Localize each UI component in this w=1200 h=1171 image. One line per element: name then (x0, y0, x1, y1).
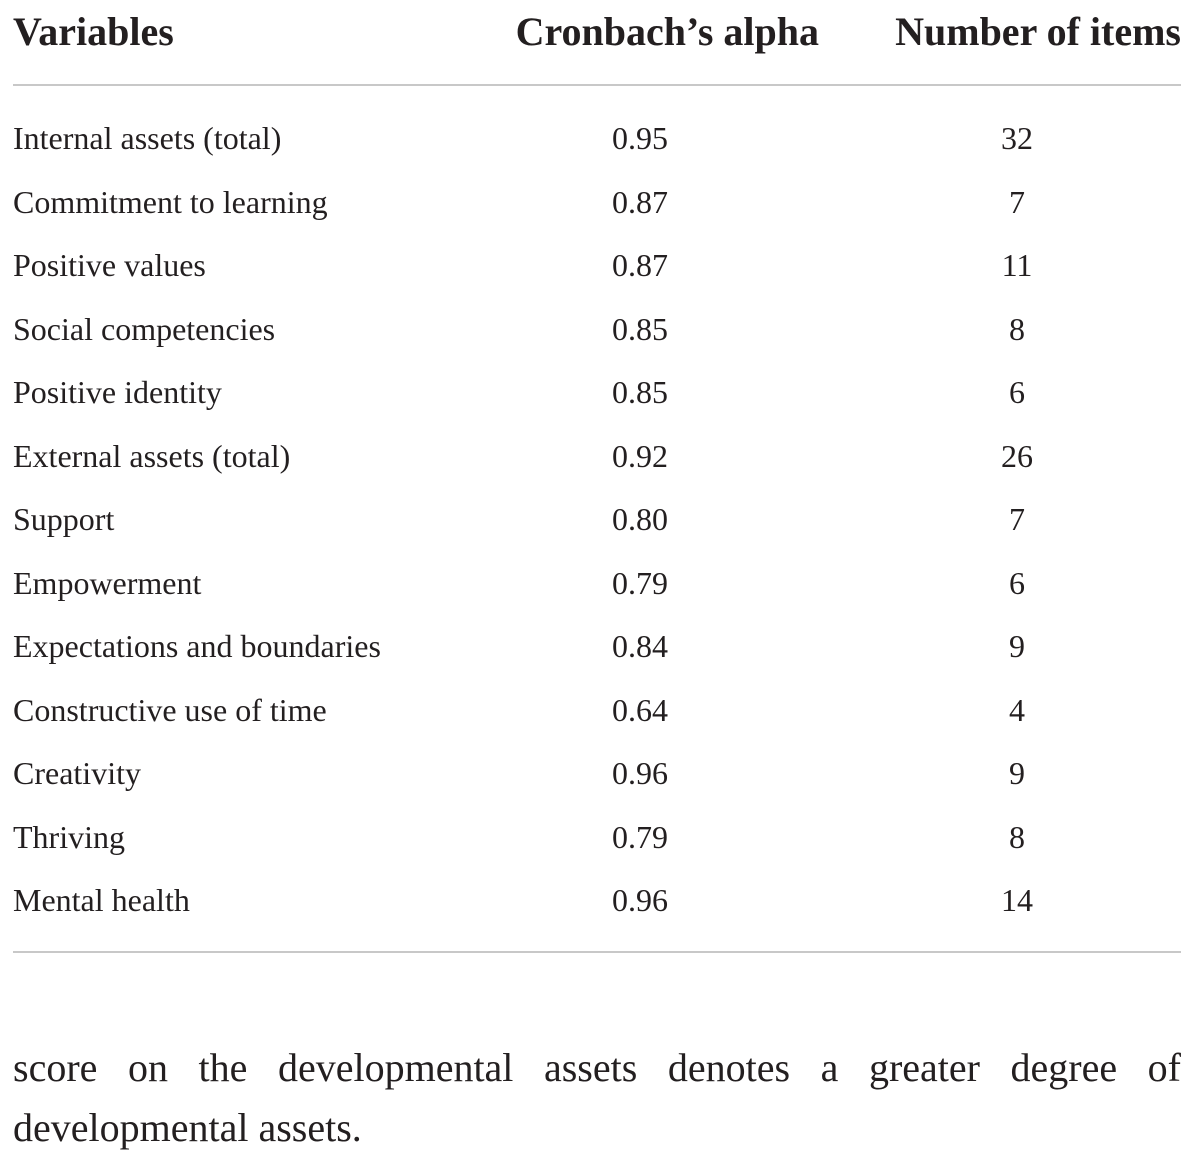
cell-variable: Mental health (13, 882, 190, 919)
table-bottom-rule (13, 933, 1181, 952)
cell-variable: Empowerment (13, 564, 202, 601)
table-row (13, 742, 1181, 806)
cell-variable: Positive values (13, 247, 206, 284)
table-body (13, 85, 1181, 952)
header-cronbach-alpha: Cronbach’s alpha (473, 0, 833, 85)
cell-cronbach-alpha: 0.96 (612, 882, 668, 919)
table-header-row (13, 0, 1181, 85)
cell-number-of-items: 32 (1001, 120, 1033, 157)
table-row (13, 107, 1181, 171)
cell-variable: Support (13, 501, 115, 538)
table-row (13, 806, 1181, 870)
cell-number-of-items: 8 (1009, 818, 1025, 855)
cell-number-of-items: 9 (1009, 628, 1025, 665)
cell-variable: Social competencies (13, 310, 276, 347)
cell-cronbach-alpha: 0.64 (612, 691, 668, 728)
table-row (13, 869, 1181, 933)
cell-cronbach-alpha: 0.92 (612, 437, 668, 474)
reliability-table (13, 0, 1181, 953)
cell-cronbach-alpha: 0.79 (612, 564, 668, 601)
cell-number-of-items: 14 (1001, 882, 1033, 919)
table-row (13, 615, 1181, 679)
table-row (13, 552, 1181, 616)
cell-variable: Constructive use of time (13, 691, 327, 728)
header-number-of-items: Number of items (833, 0, 1181, 85)
cell-variable: Positive identity (13, 374, 222, 411)
reliability-table-container (13, 0, 1181, 953)
cell-number-of-items: 7 (1009, 183, 1025, 220)
cell-cronbach-alpha: 0.85 (612, 374, 668, 411)
cell-number-of-items: 4 (1009, 691, 1025, 728)
table-row (13, 298, 1181, 362)
table-row (13, 171, 1181, 235)
table-row (13, 425, 1181, 489)
table-row (13, 361, 1181, 425)
cell-number-of-items: 8 (1009, 310, 1025, 347)
cell-cronbach-alpha: 0.87 (612, 247, 668, 284)
table-row (13, 679, 1181, 743)
cell-variable: Commitment to learning (13, 183, 328, 220)
cell-cronbach-alpha: 0.95 (612, 120, 668, 157)
cell-number-of-items: 7 (1009, 501, 1025, 538)
body-paragraph: score on the developmental assets denotes a greater degree of developmental assets. (13, 1045, 1181, 1150)
cell-number-of-items: 11 (1001, 247, 1033, 284)
cell-number-of-items: 6 (1009, 374, 1025, 411)
cell-number-of-items: 6 (1009, 564, 1025, 601)
cell-variable: Creativity (13, 755, 141, 792)
cell-variable: Internal assets (total) (13, 120, 282, 157)
cell-variable: Expectations and boundaries (13, 628, 381, 665)
cell-cronbach-alpha: 0.80 (612, 501, 668, 538)
cell-number-of-items: 9 (1009, 755, 1025, 792)
table-row (13, 234, 1181, 298)
cell-cronbach-alpha: 0.79 (612, 818, 668, 855)
cell-number-of-items: 26 (1001, 437, 1033, 474)
table-row (13, 488, 1181, 552)
cell-variable: External assets (total) (13, 437, 291, 474)
cell-cronbach-alpha: 0.96 (612, 755, 668, 792)
cell-variable: Thriving (13, 818, 125, 855)
cell-cronbach-alpha: 0.87 (612, 183, 668, 220)
header-variables: Variables (13, 0, 473, 85)
cell-cronbach-alpha: 0.84 (612, 628, 668, 665)
cell-cronbach-alpha: 0.85 (612, 310, 668, 347)
